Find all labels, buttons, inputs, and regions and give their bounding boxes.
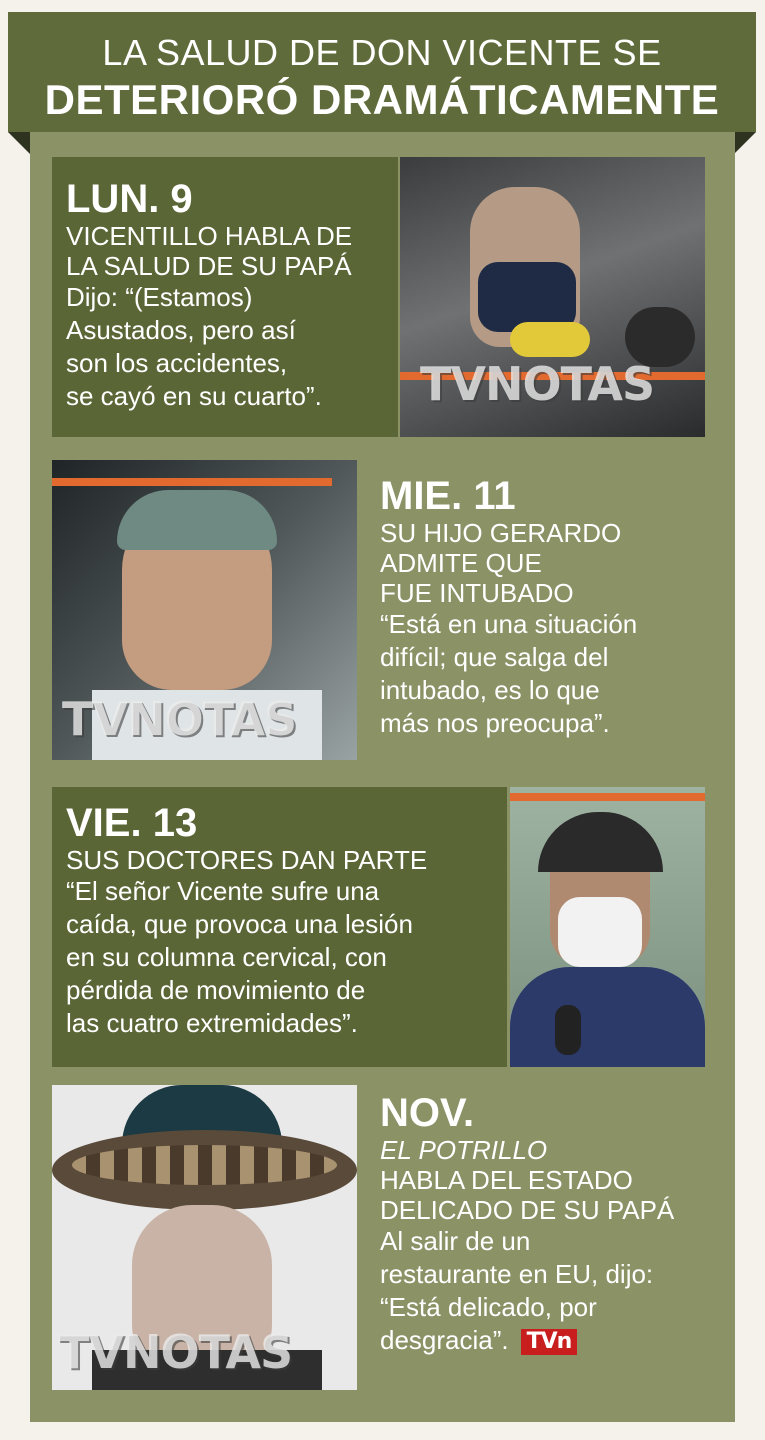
quote-line: en su columna cervical, con — [66, 942, 387, 972]
entry-subtitle-line: VICENTILLO HABLA DE — [66, 221, 353, 251]
headline-line-1: LA SALUD DE DON VICENTE SE — [102, 32, 662, 73]
headline-line-2: DETERIORÓ DRAMÁTICAMENTE — [44, 76, 720, 123]
tvn-logo-icon: TVn — [521, 1329, 578, 1355]
photo-doctor — [510, 787, 705, 1067]
entry-day: VIE. 13 — [66, 801, 198, 845]
quote-line: restaurante en EU, dijo: — [380, 1259, 654, 1289]
entry-subtitle-line: LA SALUD DE SU PAPÁ — [66, 251, 352, 281]
quote-line: desgracia”. — [380, 1325, 509, 1355]
tvnotas-watermark: TVNOTAS — [58, 1325, 293, 1379]
quote-line: “Está en una situación — [380, 609, 638, 639]
quote-line: difícil; que salga del — [380, 642, 609, 672]
entry-nov — [366, 1085, 705, 1405]
entry-vie-13 — [52, 787, 507, 1067]
quote-line: Al salir de un — [380, 1226, 531, 1256]
entry-quote — [380, 608, 637, 740]
entry-subtitle-line: DELICADO DE SU PAPÁ — [380, 1195, 675, 1225]
quote-line: más nos preocupa”. — [380, 708, 610, 738]
quote-line: las cuatro extremidades”. — [66, 1008, 358, 1038]
entry-subtitle-line: HABLA DEL ESTADO — [380, 1165, 633, 1195]
entry-lun-9 — [52, 157, 398, 437]
banner-fold-left — [8, 132, 30, 154]
entry-subtitle-line: ADMITE QUE — [380, 548, 542, 578]
tvnotas-watermark: TVNOTAS — [420, 357, 655, 411]
entry-mie-11 — [366, 460, 705, 770]
photo-vicentillo-in-car — [400, 157, 705, 437]
entry-day: MIE. 11 — [380, 474, 516, 518]
photo-vicente-fernandez — [52, 1085, 357, 1390]
quote-line: Dijo: “(Estamos) — [66, 282, 253, 312]
entry-day: LUN. 9 — [66, 177, 193, 221]
tv-banner-strip — [52, 478, 332, 486]
header-banner — [8, 12, 756, 132]
entry-quote — [66, 875, 427, 1040]
tvnotas-watermark: TVNOTAS — [62, 692, 297, 746]
quote-line: intubado, es lo que — [380, 675, 600, 705]
entry-quote — [66, 281, 352, 413]
quote-line: caída, que provoca una lesión — [66, 909, 413, 939]
quote-line: “Está delicado, por — [380, 1292, 597, 1322]
entry-day: NOV. — [380, 1091, 475, 1135]
entry-subtitle-line: FUE INTUBADO — [380, 578, 574, 608]
quote-line: pérdida de movimiento de — [66, 975, 366, 1005]
quote-line: Asustados, pero así — [66, 315, 296, 345]
banner-fold-right — [734, 132, 756, 154]
entry-quote — [380, 1225, 674, 1357]
entry-subtitle-line: SU HIJO GERARDO — [380, 518, 622, 548]
quote-line-with-logo — [380, 1324, 674, 1357]
entry-subtitle-line: SUS DOCTORES DAN PARTE — [66, 845, 428, 875]
photo-gerardo-in-car — [52, 460, 357, 760]
quote-line: se cayó en su cuarto”. — [66, 381, 322, 411]
entry-subtitle-italic: EL POTRILLO — [380, 1135, 548, 1165]
tv-banner-strip — [510, 793, 705, 801]
quote-line: son los accidentes, — [66, 348, 288, 378]
quote-line: “El señor Vicente sufre una — [66, 876, 380, 906]
